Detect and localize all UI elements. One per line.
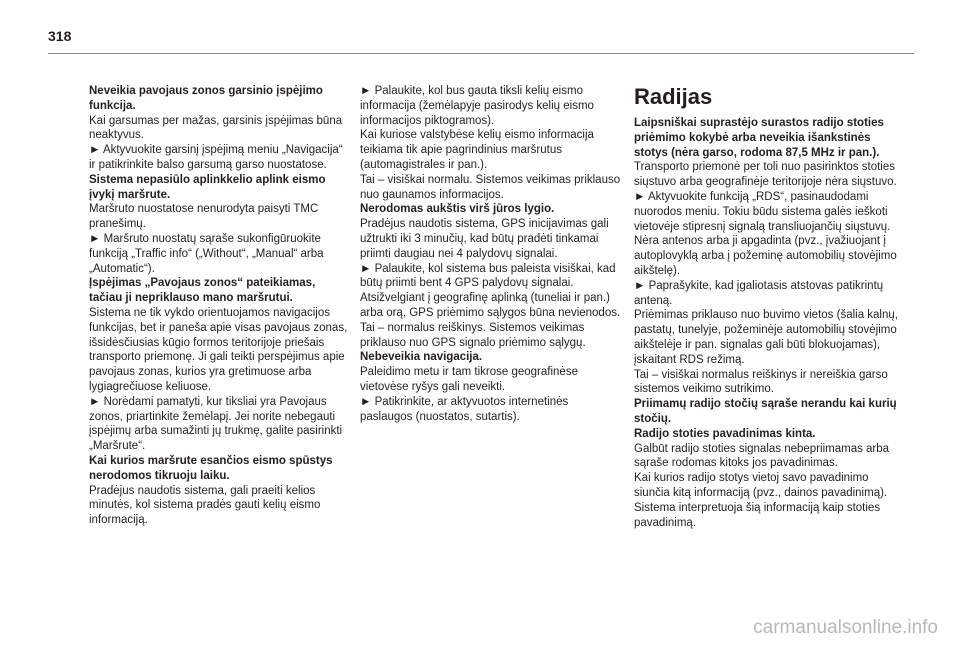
paragraph: ► Palaukite, kol bus gauta tiksli kelių eismo informacija (žemėlapyje pasirodys kelių eismo informacijos piktogramos). bbox=[360, 85, 594, 127]
paragraph: ► Aktyvuokite garsinį įspėjimą meniu „Navigacija“ ir patikrinkite balso garsumą garso nuostatose. bbox=[89, 144, 343, 171]
column-2 bbox=[360, 84, 622, 424]
watermark: carmanualsonline.info bbox=[753, 617, 938, 638]
subheading: Nerodomas aukštis virš jūros lygio. bbox=[360, 203, 555, 216]
subheading: Neveikia pavojaus zonos garsinio įspėjimo funkcija. bbox=[89, 85, 323, 112]
column-1 bbox=[89, 84, 351, 528]
paragraph: Kai kuriose valstybėse kelių eismo informacija teikiama tik apie pagrindinius maršrutus (automagistrales ir pan.). bbox=[360, 129, 594, 171]
subheading: Laipsniškai suprastėjo surastos radijo stoties priėmimo kokybė arba neveikia išankstinės stotys (nėra garso, rodoma 87,5 MHz ir pan.). bbox=[634, 117, 884, 159]
paragraph: ► Patikrinkite, ar aktyvuotos internetinės paslaugos (nuostatos, sutartis). bbox=[360, 395, 569, 423]
paragraph: ► Maršruto nuostatų sąraše sukonfigūruokite funkciją „Traffic info“ („Without“, „Manual“ arba „Automatic“). bbox=[89, 232, 324, 275]
header-rule bbox=[48, 53, 914, 54]
paragraph: Transporto priemonė per toli nuo pasirinktos stoties siųstuvo arba geografinėje teritorijoje nėra siųstuvo. bbox=[634, 161, 897, 189]
paragraph: Maršruto nuostatose nenurodyta paisyti TMC pranešimų. bbox=[89, 203, 319, 231]
paragraph: Sistema interpretuoja šią informaciją kaip stoties pavadinimą. bbox=[634, 501, 881, 529]
paragraph: Sistema ne tik vykdo orientuojamos navigacijos funkcijas, bet ir paneša apie visas pavojaus zonas, išsidėsčiusias kūgio formos teritorijoje priešais transporto priemonę. Ji gali teikti perspėjimus apie pavojaus zonas, kurios yra gretimuose arba lygiagrečiuose keliuose. bbox=[89, 306, 348, 393]
paragraph: Tai – visiškai normalu. Sistemos veikimas priklauso nuo gaunamos informacijos. bbox=[360, 173, 621, 201]
subheading: Įspėjimas „Pavojaus zonos“ pateikiamas, tačiau ji nepriklauso mano maršrutui. bbox=[89, 277, 316, 305]
subheading: Priimamų radijo stočių sąraše nerandu kai kurių stočių. bbox=[634, 398, 897, 425]
paragraph: Tai – normalus reiškinys. Sistemos veikimas priklauso nuo GPS signalo priėmimo sąlygų. bbox=[360, 321, 586, 349]
paragraph: Priėmimas priklauso nuo buvimo vietos (šalia kalnų, pastatų, tunelyje, požeminėje automobilių stovėjimo aikštelėje ir pan. signalas gali būti blokuojamas), įskaitant RDS režimą. bbox=[634, 309, 898, 366]
paragraph: ► Paprašykite, kad įgaliotasis atstovas patikrintų anteną. bbox=[634, 279, 884, 307]
column-3-body bbox=[634, 116, 898, 530]
paragraph: Galbūt radijo stoties signalas nebepriimamas arba sąraše rodomas kitoks jos pavadinimas. bbox=[634, 442, 890, 470]
subheading: Kai kurios maršrute esančios eismo spūstys nerodomos tikruoju laiku. bbox=[89, 454, 333, 482]
paragraph: ► Norėdami pamatyti, kur tiksliai yra Pavojaus zonos, priartinkite žemėlapį. Jei norite nebegauti įspėjimų arba sumažinti jų trukmę, galite pasirinkti „Maršrute“. bbox=[89, 395, 343, 453]
subheading: Sistema nepasiūlo aplinkkelio aplink eismo įvykį maršrute. bbox=[89, 173, 326, 201]
paragraph: Atsižvelgiant į geografinę aplinką (tuneliai ir pan.) arba orą, GPS priėmimo sąlygos būna nevienodos. bbox=[360, 292, 621, 319]
paragraph: Kai kurios radijo stotys vietoj savo pavadinimo siunčia kitą informaciją (pvz., dainos pavadinimą). bbox=[634, 472, 888, 499]
paragraph: ► Aktyvuokite funkciją „RDS“, pasinaudodami nuorodos meniu. Tokiu būdu sistema galės ieškoti vietovėje stipresnį signalą transliuojančių siųstuvų. bbox=[634, 190, 891, 233]
section-heading: Radijas bbox=[634, 84, 713, 109]
paragraph: Paleidimo metu ir tam tikrose geografinėse vietovėse ryšys gali neveikti. bbox=[360, 366, 578, 393]
subheading: Nebeveikia navigacija. bbox=[360, 351, 483, 364]
paragraph: Kai garsumas per mažas, garsinis įspėjimas būna neaktyvus. bbox=[89, 114, 343, 142]
page-number: 318 bbox=[48, 28, 72, 44]
paragraph: Nėra antenos arba ji apgadinta (pvz., įvažiuojant į autoplovyklą arba į požeminę automobilių stovėjimo aikštelę). bbox=[634, 235, 897, 277]
paragraph: Pradėjus naudotis sistema, GPS inicijavimas gali užtrukti iki 3 minučių, kad būtų pradėti tinkamai priimti daugiau nei 4 palydovų signalai. bbox=[360, 218, 609, 260]
paragraph: ► Palaukite, kol sistema bus paleista visiškai, kad būtų priimti bent 4 GPS palydovų signalai. bbox=[360, 262, 616, 290]
paragraph: Pradėjus naudotis sistema, gali praeiti kelios minutės, kol sistema pradės gauti kelių eismo informaciją. bbox=[89, 484, 321, 527]
subheading: Radijo stoties pavadinimas kinta. bbox=[634, 427, 816, 440]
paragraph: Tai – visiškai normalus reiškinys ir nereiškia garso sistemos veikimo sutrikimo. bbox=[634, 368, 888, 396]
column-3 bbox=[634, 84, 898, 530]
